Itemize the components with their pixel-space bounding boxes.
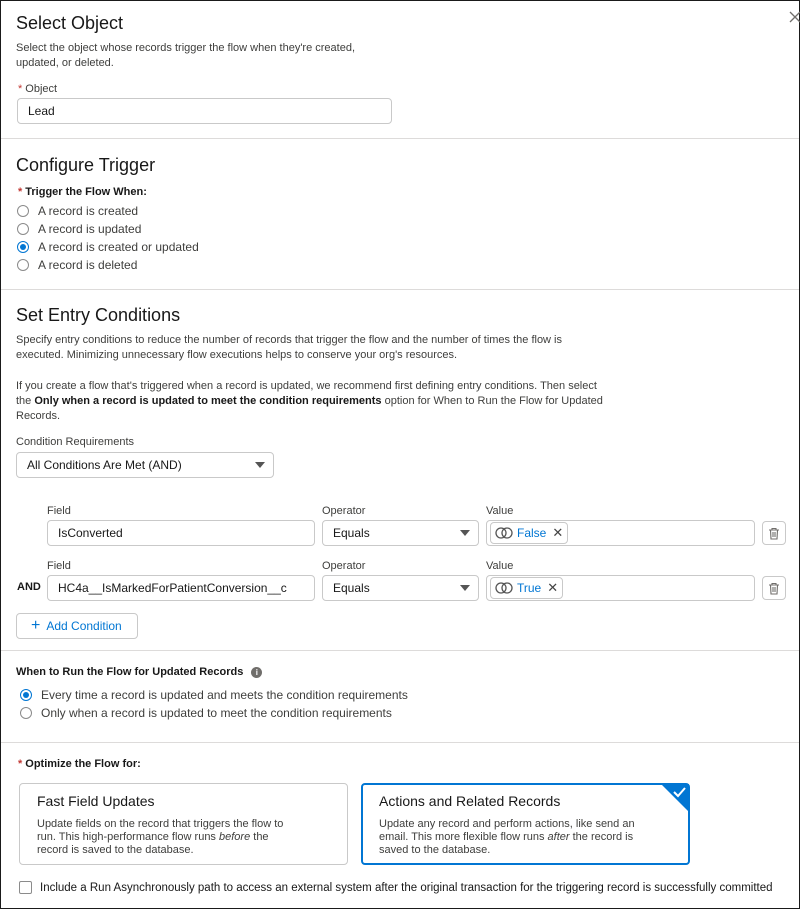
radio-button[interactable] [17,259,29,271]
operator-value: Equals [333,581,370,595]
actions-related-records-card[interactable] [361,783,690,865]
condition-1-field[interactable] [47,520,315,546]
object-input[interactable] [17,98,392,124]
radio-label: A record is updated [38,222,142,236]
radio-label: Every time a record is updated and meets the condition requirements [41,688,408,702]
condition-requirements-value: All Conditions Are Met (AND) [27,458,182,472]
chevron-down-icon [460,530,470,536]
remove-icon[interactable]: ✕ [547,580,559,595]
configure-trigger-title: Configure Trigger [16,155,156,175]
run-async-option[interactable] [19,881,773,894]
entry-conditions-para2-1: If you create a flow that's triggered when a record is updated, we recommend first defining entry conditions. Then select [16,380,597,392]
toggle-icon [495,582,513,594]
radio-button[interactable] [20,707,32,719]
entry-conditions-para2-3: Records. [16,410,61,422]
value-pill-label: False [517,526,547,540]
add-condition-label: Add Condition [46,619,122,633]
value-label: Value [486,505,514,517]
condition-requirements-label: Condition Requirements [16,436,135,448]
radio-label: A record is deleted [38,258,138,272]
condition-2-field[interactable] [47,575,315,601]
select-object-title: Select Object [16,13,124,33]
entry-conditions-para1-1: Specify entry conditions to reduce the number of records that trigger the flow and the number of times the flow is [16,334,563,346]
operator-label: Operator [322,560,366,572]
condition-1-value[interactable] [486,520,755,546]
add-condition-button[interactable] [16,613,138,639]
condition-requirements-select[interactable] [16,452,274,478]
trash-icon [768,582,780,595]
condition-1-operator[interactable] [322,520,479,546]
close-icon[interactable] [789,10,800,22]
card-title: Actions and Related Records [379,793,561,809]
select-object-desc-1: Select the object whose records trigger the flow when they're created, [16,42,356,54]
object-value: Lead [28,104,55,118]
when-to-run-every-time[interactable] [20,688,408,702]
checkbox[interactable] [19,881,32,894]
toggle-icon [495,527,513,539]
add-icon: + [31,617,41,634]
field-label: Field [47,505,71,517]
when-to-run-only-when[interactable] [20,706,392,720]
chevron-down-icon [460,585,470,591]
field-value: HC4a__IsMarkedForPatientConversion__c [58,581,287,595]
trigger-option-updated[interactable] [17,222,141,236]
optimize-label: * Optimize the Flow for: [18,758,141,770]
radio-label: A record is created [38,204,139,218]
check-icon [661,784,689,812]
select-object-desc-2: updated, or deleted. [16,57,114,69]
divider [1,289,799,290]
radio-button[interactable] [17,205,29,217]
fast-field-updates-card[interactable] [19,783,348,865]
radio-button[interactable] [17,241,29,253]
trigger-label: * Trigger the Flow When: [18,186,147,198]
delete-condition-1-button[interactable] [762,521,786,545]
checkbox-label: Include a Run Asynchronously path to access an external system after the original transaction for the triggering record is successfully committed [40,881,773,894]
delete-condition-2-button[interactable] [762,576,786,600]
entry-conditions-para1-2: executed. Minimizing unnecessary flow executions helps to conserve your org's resources. [16,349,458,361]
remove-icon[interactable]: ✕ [552,525,564,540]
divider [1,650,799,651]
value-label: Value [486,560,514,572]
divider [1,138,799,139]
operator-label: Operator [322,505,366,517]
radio-button[interactable] [17,223,29,235]
radio-label: A record is created or updated [38,240,199,254]
card-description: Update any record and perform actions, like send an email. This more flexible flow runs after the record is saved to the database. [379,818,635,856]
trigger-option-created-or-updated[interactable] [17,240,199,254]
info-icon[interactable]: i [251,667,262,678]
value-pill[interactable] [490,522,568,544]
object-label: * Object [18,83,58,95]
condition-2-value[interactable] [486,575,755,601]
card-description: Update fields on the record that triggers the flow to run. This high-performance flow runs before the record is saved to the database. [37,818,284,856]
entry-conditions-para2-2: the Only when a record is updated to meet the condition requirements option for When to Run the Flow for Updated [16,395,603,407]
and-label: AND [17,581,41,593]
when-to-run-title: When to Run the Flow for Updated Records i [16,666,262,678]
card-title: Fast Field Updates [37,793,155,809]
value-pill-label: True [517,581,542,595]
trigger-option-deleted[interactable] [17,258,137,272]
chevron-down-icon [255,462,265,468]
radio-button[interactable] [20,689,32,701]
entry-conditions-title: Set Entry Conditions [16,305,181,325]
value-pill[interactable] [490,577,563,599]
radio-label: Only when a record is updated to meet the condition requirements [41,706,392,720]
field-value: IsConverted [58,526,123,540]
divider [1,742,799,743]
trigger-option-created[interactable] [17,204,138,218]
operator-value: Equals [333,526,370,540]
condition-2-operator[interactable] [322,575,479,601]
trash-icon [768,527,780,540]
field-label: Field [47,560,71,572]
